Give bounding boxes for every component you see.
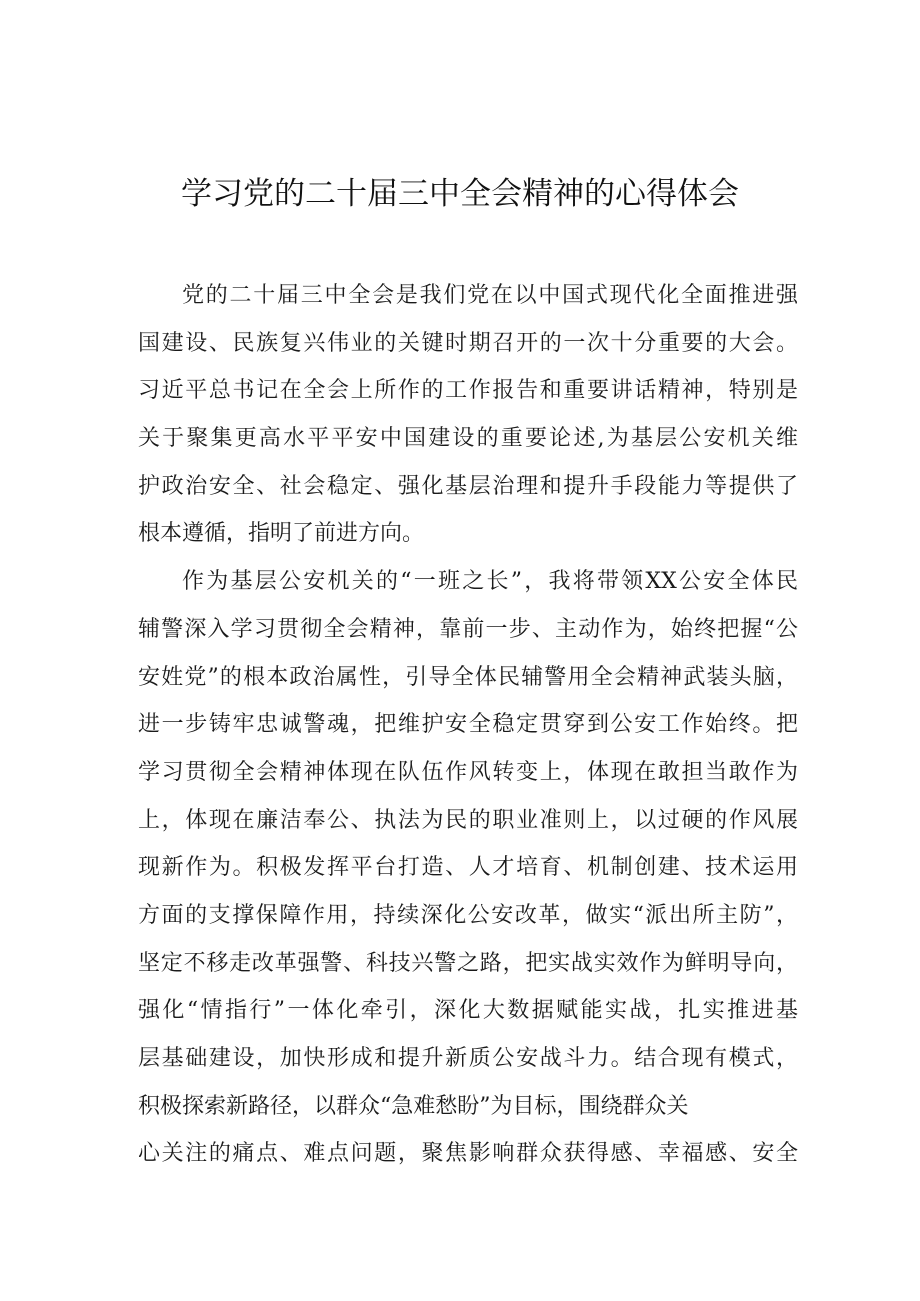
paragraph-1-line-5: 护政治安全、社会稳定、强化基层治理和提升手段能力等提供了 — [138, 473, 798, 499]
paragraph-1-line-1: 党的二十届三中全会是我们党在以中国式现代化全面推进强 — [182, 283, 798, 308]
paragraph-2-line-13: 心关注的痛点、难点问题，聚焦影响群众获得感、幸福感、安全 — [138, 1141, 798, 1167]
paragraph-2-line-9: 坚定不移走改革强警、科技兴警之路，把实战实效作为鲜明导向， — [138, 950, 798, 976]
paragraph-1-line-3: 习近平总书记在全会上所作的工作报告和重要讲话精神，特别是 — [138, 378, 798, 404]
paragraph-2-line-7: 现新作为。积极发挥平台打造、人才培育、机制创建、技术运用 — [138, 855, 798, 881]
paragraph-2-line-10: 强化“情指行”一体化牵引，深化大数据赋能实战，扎实推进基 — [138, 998, 798, 1024]
document-title: 学习党的二十届三中全会精神的心得体会 — [181, 176, 739, 212]
paragraph-2-line-8: 方面的支撑保障作用，持续深化公安改革，做实“派出所主防”， — [138, 902, 798, 928]
paragraph-2-line-12: 积极探索新路径，以群众“急难愁盼”为目标，围绕群众关 — [138, 1093, 689, 1119]
document-body — [138, 272, 798, 1178]
paragraph-1-line-4: 关于聚集更高水平平安中国建设的重要论述,为基层公安机关维 — [138, 426, 798, 452]
paragraph-2-line-6: 上，体现在廉洁奉公、执法为民的职业准则上，以过硬的作风展 — [138, 807, 798, 833]
paragraph-2-line-1: 作为基层公安机关的“一班之长”，我将带领XX公安全体民 — [182, 569, 798, 595]
paragraph-1-line-2: 国建设、民族复兴伟业的关键时期召开的一次十分重要的大会。 — [138, 330, 798, 356]
paragraph-2-line-4: 进一步铸牢忠诚警魂，把维护安全稳定贯穿到公安工作始终。把 — [138, 712, 798, 738]
paragraph-2-line-11: 层基础建设，加快形成和提升新质公安战斗力。结合现有模式， — [138, 1046, 798, 1071]
paragraph-2-line-3: 安姓党”的根本政治属性，引导全体民辅警用全会精神武装头脑， — [138, 664, 798, 690]
paragraph-2-line-2: 辅警深入学习贯彻全会精神，靠前一步、主动作为，始终把握“公 — [138, 616, 798, 642]
paragraph-2-line-5: 学习贯彻全会精神体现在队伍作风转变上，体现在敢担当敢作为 — [138, 759, 798, 785]
paragraph-1-line-6: 根本遵循，指明了前进方向。 — [138, 521, 425, 547]
